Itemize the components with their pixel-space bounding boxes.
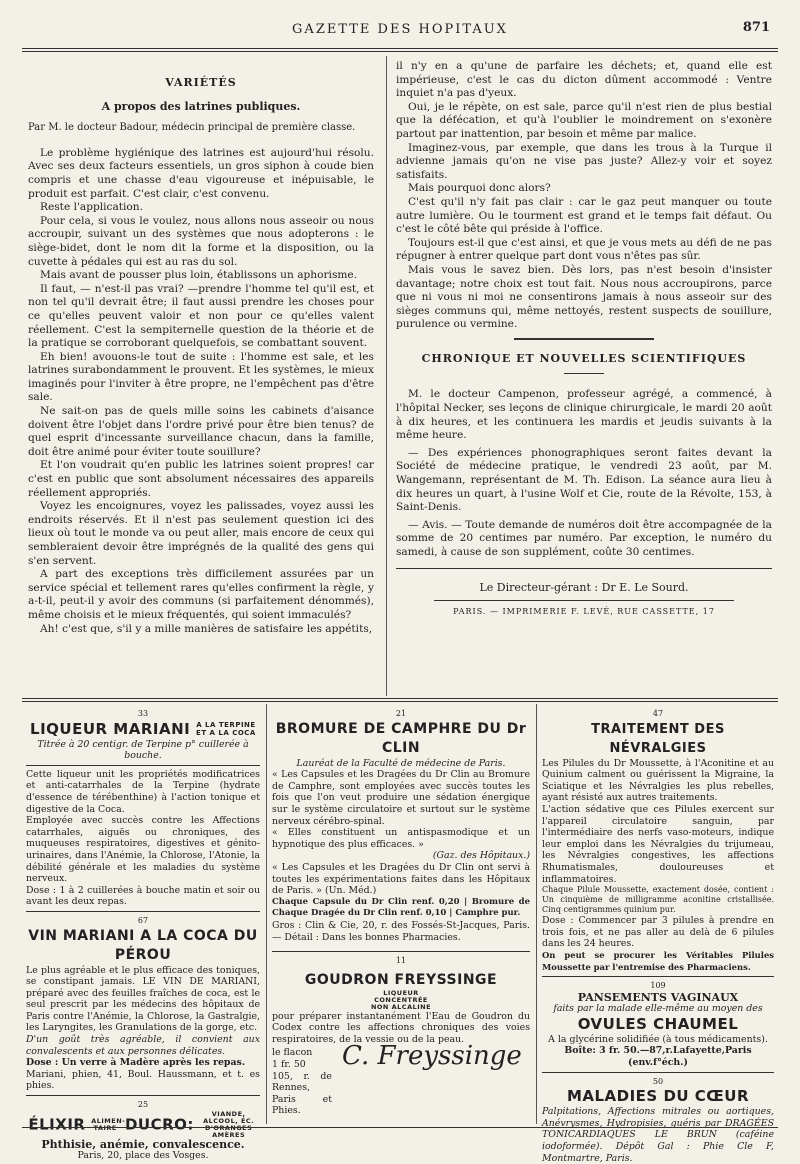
header-rule-2 [22, 51, 778, 52]
ad-divider [536, 704, 537, 1124]
news-item: — Des expériences phonographiques seront faites devant la Société de médecine pratique, le vendredi 23 août, par M. Wangemann, représentant de M. Th. Edison. La séance aura lieu à dix heures un quart, à l'usine Wolf et Cie, route de la Révolte, 153, à Saint-Denis. [396, 446, 772, 514]
ad-rule [26, 1095, 260, 1096]
ad-brand-goudron [272, 971, 530, 1011]
page-number: 871 [742, 20, 770, 35]
brand-side: ALIMEN-TAIRE [91, 1116, 126, 1132]
ad-body: D'un goût très agréable, il convient aux convalescents et aux personnes délicates. [26, 1034, 260, 1057]
brand-side: A LA TERPINE ET A LA COCA [196, 721, 256, 738]
ad-rule [26, 765, 260, 766]
ad-rule [272, 951, 530, 952]
ad-body: « Les Capsules et les Dragées du Dr Clin ont servi à toutes les expérimentations faites dans les Hôpitaux de Paris. » (Un. Méd.) [272, 861, 530, 897]
ad-body: Employée avec succès contre les Affections catarrhales, aiguës ou chroniques, des muqueuses respiratoires, digestives et génito-urinaires, dans l'Anémie, la Chlorose, l'Atonie, la débilité générale et les maladies du système nerveux. [26, 815, 260, 885]
ad-body: A la glycérine solidifiée (à tous médicaments). [548, 1033, 768, 1045]
article-paragraph: Pour cela, si vous le voulez, nous allons nous asseoir ou nous accroupir, suivant un des systèmes que nous adopterons : le siège-bidet, dont le nom dit la forme et la disposition, ou la cuvette à pédales qui est au ras du sol. [28, 214, 374, 268]
ad-body: Les Pilules du Dr Moussette, à l'Aconitine et au Quinium calment ou guérissent la Migraine, la Sciatique et les Névralgies les plus rebelles, ayant résisté aux autres traitements. [542, 757, 774, 804]
ad-number: 11 [395, 956, 407, 966]
brand-name: DUCRO: [124, 1115, 194, 1134]
ad-address: Boîte: 3 fr. 50.—87,r.Lafayette,Paris (env.f°éch.) [564, 1045, 752, 1069]
ad-number: 109 [650, 981, 666, 991]
ad-divider [266, 704, 267, 1124]
article-paragraph: Eh bien! avouons-le tout de suite : l'homme est sale, et les latrines surabondamment le prouvent. Et les systèmes, le mieux imaginés pour l'inviter à être propre, ne l'empêchent pas d'être sale. [28, 350, 374, 404]
ad-brand-liqueur-mariani [26, 720, 260, 739]
article-paragraph: il n'y en a qu'une de parfaire les déchets; et, quand elle est impérieuse, c'est le cas du dicton dûment accommodé : Ventre inquiet n'a pas d'yeux. [396, 60, 772, 100]
ad-column-3 [542, 708, 774, 1164]
ad-band-rule-2 [22, 701, 778, 702]
bottom-rule [22, 1127, 778, 1128]
goudron-price-block [272, 1047, 332, 1117]
ad-brand-ovules-chaumel: OVULES CHAUMEL [577, 1014, 739, 1033]
page-header [30, 20, 770, 44]
ad-dose: Dose : Un verre à Madère après les repas. [26, 1057, 246, 1069]
ad-number: 50 [652, 1076, 664, 1086]
article-title: A propos des latrines publiques. [101, 99, 301, 113]
news-item: M. le docteur Campenon, professeur agrégé, a commencé, à l'hôpital Necker, ses leçons de clinique chirurgicale, le mardi 20 août à dix heures, et les continuera les mardis et jeudis suivants à la même heure. [396, 388, 772, 442]
article-paragraph: Imaginez-vous, par exemple, que dans les trous à la Turque il advienne jamais qu'on ne vise pas juste? Allez-y voir et soyez satisfaits. [396, 141, 772, 181]
brand-name: GOUDRON FREYSSINGE [304, 971, 498, 988]
imprint: PARIS. — IMPRIMERIE F. LEVÉ, RUE CASSETTE, 17 [453, 607, 715, 617]
section-title-varietes: VARIÉTÉS [165, 76, 237, 89]
ad-buy: On peut se procurer les Véritables Pilules Moussette par l'entremise des Pharmaciens. [542, 949, 774, 972]
ad-address: Mariani, phien, 41, Boul. Haussmann, et t. es phies. [26, 1068, 260, 1092]
right-column [396, 60, 772, 619]
article-paragraph: Mais avant de pousser plus loin, établissons un aphorisme. [40, 269, 358, 282]
ad-laureat: Lauréat de la Faculté de médecine de Paris. [296, 757, 506, 769]
article-paragraph: C'est qu'il n'y fait pas clair : car le gaz peut manquer ou toute autre lumière. Ou le tourment est grand et le temps fait défaut. Ou c'est le côté bête qui préside à l'office. [396, 195, 772, 236]
freyssinge-signature: C. Freyssinge [342, 1041, 522, 1072]
ad-dose: Dose : 1 à 2 cuillerées à bouche matin et soir ou avant les deux repas. [26, 884, 260, 908]
article-paragraph: Il faut, — n'est-il pas vrai? —prendre l'homme tel qu'il est, et non tel qu'il devrait être; il faut aussi prendre les choses pour ce qu'elles peuvent valoir et non pour ce qu'elles valent réellement. C'est la sempiternelle question de la théorie et de la pratique se corroborant quelquefois, se combattant souvent. [28, 282, 374, 350]
ad-brand-elixir-ducro [26, 1111, 260, 1139]
article-paragraph: Reste l'application. [40, 201, 143, 214]
ad-brand-bromure-clin: BROMURE DE CAMPHRE DU Dr CLIN [275, 720, 527, 756]
ad-address: Paris, 20, place des Vosges. [77, 1150, 209, 1162]
article-paragraph: Et l'on voudrait qu'en public les latrines soient propres! car c'est en public que sont absolument nécessaires des appareils réellement appropriés. [28, 459, 374, 499]
ad-composition: Chaque Pilule Moussette, exactement dosée, contient : Un cinquième de milligramme aconitine cristallisée. Cinq centigrammes quinium pur. [542, 885, 774, 915]
ad-number: 67 [137, 915, 149, 925]
article-paragraph: A part des exceptions très difficilement assurées par un service spécial et tellement rares qu'elles confirment la règle, y a-t-il, peut-il y avoir des communs (si parfaitement dénommés), même choisis et le mieux fréquentés, qui soient immaculés? [28, 568, 374, 621]
running-title: GAZETTE DES HOPITAUX [292, 22, 508, 37]
ad-body: « Les Capsules et les Dragées du Dr Clin au Bromure de Camphre, sont employées avec succès toutes les fois que l'on veut produire une sédation énergique sur le système circulatoire et surtout sur le système nerveux cérébro-spinal. [272, 769, 530, 827]
article-paragraph: Voyez les encoignures, voyez les palissades, voyez aussi les endroits réservés. Et il n'est pas seulement question ici des lieux où tout le monde va ou peut aller, mais encore de ceux qui sembleraient devoir être imprégnés de la qualité des gens qui s'en servent. [28, 500, 374, 567]
ad-number: 33 [137, 709, 149, 718]
ad-citation: (Gaz. des Hôpitaux.) [432, 850, 530, 862]
ad-rule [542, 976, 774, 977]
imprint-rule [434, 600, 734, 601]
ad-body: L'action sédative que ces Pilules exercent sur l'appareil circulatoire sanguin, par l'intermédiaire des nerfs vaso-moteurs, indique leur emploi dans les Névralgies du trijumeau, les Névralgies congestives, les affections Rhumatismales, douloureuses et inflammatoires. [542, 803, 774, 885]
varietes-column [28, 72, 374, 636]
ad-column-1 [26, 708, 260, 1162]
ad-brand-vin-mariani: VIN MARIANI A LA COCA DU PÉROU [28, 927, 258, 963]
ad-rule [26, 911, 260, 912]
ad-brand-maladies-coeur: MALADIES DU CŒUR [566, 1087, 750, 1106]
ad-tagline: Titrée à 20 centigr. de Terpine p° cuillerée à bouche. [37, 738, 249, 762]
ad-number: 25 [137, 1100, 149, 1110]
ad-band-rule [22, 698, 778, 699]
ad-number: 47 [652, 709, 664, 718]
article-byline: Par M. le docteur Badour, médecin principal de première classe. [28, 122, 356, 134]
ad-body: Palpitations, Affections mitrales ou aortiques, Anévrysmes, Hydropisies, guéris par DRAGÉES TONICARDIAQUES LE BRUN (caféine iodoformée). Dépôt Gal : Phie Cle F, Montmartre, Paris. [542, 1106, 774, 1164]
news-item: — Avis. — Toute demande de numéros doit être accompagnée de la somme de 20 centimes par numéro. Par exception, le numéro du samedi, à cause de son supplément, coûte 30 centimes. [396, 518, 772, 558]
ad-column-2 [272, 708, 530, 1117]
goudron-footer [272, 1041, 530, 1117]
ad-wholesale: Gros : Clin & Cie, 20, r. des Fossés-St-Jacques, Paris. — Détail : Dans les bonnes Pharmacies. [272, 919, 530, 943]
short-rule [564, 373, 604, 374]
ad-price: Chaque Capsule du Dr Clin renf. 0,20 | Bromure de Chaque Dragée du Dr Clin renf. 0,10 | Camphre pur. [272, 896, 530, 919]
brand-side: LIQUEUR CONCENTRÉE NON ALCALINE [370, 988, 432, 1011]
article-paragraph: Oui, je le répète, on est sale, parce qu'il n'est rien de plus bestial que la défécation, et qu'à l'oublier le moindrement on s'exonère partout par inattention, par besoin et même par malice. [396, 100, 772, 140]
end-rule [396, 568, 772, 569]
ad-title-pansements: PANSEMENTS VAGINAUX [577, 990, 739, 1004]
article-paragraph: Toujours est-il que c'est ainsi, et que je vous mets au défi de ne pas répugner à entrer quelque part dont vous n'êtes pas sûr. [396, 236, 772, 263]
ad-brand-nevralgies: TRAITEMENT DES NÉVRALGIES [591, 721, 725, 756]
article-paragraph: Ah! c'est que, s'il y a mille manières de satisfaire les appétits, [40, 622, 373, 635]
ad-body: pour préparer instantanément l'Eau de Goudron du Codex contre les affections chroniques des voies respiratoires, de la vessie ou de la peau. [272, 1010, 530, 1045]
header-rule [22, 48, 778, 49]
article-paragraph: Le problème hygiénique des latrines est aujourd'hui résolu. Avec ses deux facteurs essentiels, un gros siphon à coude bien compris et une chasse d'eau vigoureuse et inépuisable, le produit est parfait. C'est clair, c'est convenu. [28, 146, 374, 200]
column-divider [386, 56, 387, 696]
ad-dose: Dose : Commencer par 3 pilules à prendre en trois fois, et ne pas aller au delà de 6 pilules dans les 24 heures. [542, 915, 774, 950]
ad-body: Cette liqueur unit les propriétés modificatrices et anti-catarrhales de la Terpine (hydrate d'essence de térébenthine) à l'action tonique et digestive de la Coca. [26, 768, 260, 815]
ad-price: 1 fr. 50 [272, 1059, 306, 1071]
brand-name: ÉLIXIR [28, 1115, 86, 1134]
ad-rule [542, 1072, 774, 1073]
ad-address: 105, r. de Rennes, Paris et Phies. [272, 1070, 332, 1117]
section-title-chronique: CHRONIQUE ET NOUVELLES SCIENTIFIQUES [421, 351, 747, 365]
ad-number: 21 [395, 709, 407, 718]
article-paragraph: Ne sait-on pas de quels mille soins les cabinets d'aisance doivent être l'objet dans l'ordre privé pour être bien tenus? de quel esprit d'incessante surveillance chacun, dans la famille, doit être animé pour éviter toute souillure? [28, 405, 374, 458]
ad-flacon: le flacon [272, 1047, 313, 1059]
ad-body: « Elles constituent un antispasmodique et un hypnotique des plus efficaces. » [272, 827, 530, 850]
article-paragraph: Mais pourquoi donc alors? [408, 182, 551, 195]
ornament-rule [514, 338, 654, 340]
article-paragraph: Mais vous le savez bien. Dès lors, pas n'est besoin d'insister davantage; notre choix est tout fait. Nous nous accroupirons, parce que ni vous ni moi ne consentirons jamais à nous asseoir sur des sièges communs qui, même nettoyés, restent suspects de souillure, purulence ou vermine. [396, 263, 772, 331]
ad-body: Le plus agréable et le plus efficace des toniques, se constipant jamais. LE VIN DE MARIANI, préparé avec des feuilles fraîches de coca, est le seul prescrit par les médecins des hôpitaux de Paris contre l'Anémie, la Chlorose, la Gastralgie, les Laryngites, les Granulations de la gorge, etc. [26, 964, 260, 1034]
brand-side: VIANDE, ALCOOL, ÉC. D'ORANGES AMÈRES [203, 1109, 255, 1139]
director-signature: Le Directeur-gérant : Dr E. Le Sourd. [479, 580, 689, 594]
ad-subtitle: faits par la malade elle-même au moyen des [553, 1003, 763, 1015]
brand-name: LIQUEUR MARIANI [30, 719, 191, 738]
ad-indication: Phthisie, anémie, convalescence. [41, 1137, 245, 1151]
